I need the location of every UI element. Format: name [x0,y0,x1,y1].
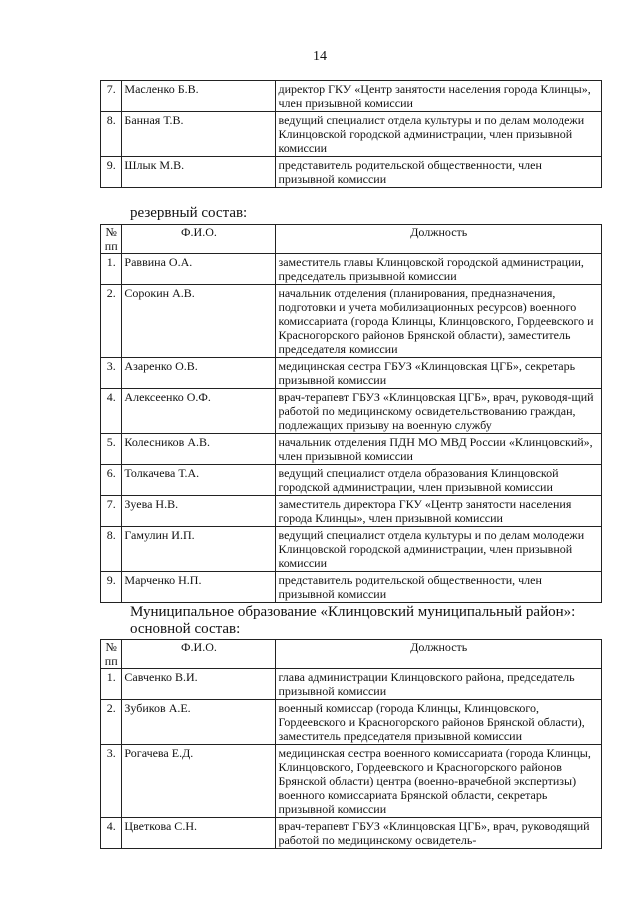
table-row [101,818,602,849]
person-position: врач-терапевт ГБУЗ «Клинцовская ЦГБ», врач, руководящий работой по медицинскому освидетель- [276,818,602,849]
table-top [100,80,602,188]
person-name: Савченко В.И. [122,669,276,700]
person-name: Зуева Н.В. [122,496,276,527]
table-reserve [100,224,602,603]
person-name: Азаренко О.В. [122,358,276,389]
column-header-position: Должность [276,640,602,669]
person-position: директор ГКУ «Центр занятости населения города Клинцы», член призывной комиссии [276,81,602,112]
column-header-number: № пп [101,225,122,254]
person-position: начальник отделения (планирования, предназначения, подготовки и учета мобилизационных ресурсов) военного комиссариата (города Клинцы, Клинцовского, Гордеевского и Красногорского районов Брянской области), заместитель председателя комиссии [276,285,602,358]
person-position: военный комиссар (города Клинцы, Клинцовского, Гордеевского и Красногорского районов Брянской области), заместитель председателя призывной комиссии [276,700,602,745]
table-row [101,254,602,285]
person-position: представитель родительской общественности, член призывной комиссии [276,572,602,603]
person-position: заместитель директора ГКУ «Центр занятости населения города Клинцы», член призывной комиссии [276,496,602,527]
table-row [101,157,602,188]
person-name: Раввина О.А. [122,254,276,285]
person-name: Рогачева Е.Д. [122,745,276,818]
person-position: ведущий специалист отдела культуры и по делам молодежи Клинцовской городской администрации, член призывной комиссии [276,527,602,572]
table-row [101,496,602,527]
row-number: 8. [101,112,122,157]
person-position: медицинская сестра военного комиссариата (города Клинцы, Клинцовского, Гордеевского и Красногорского районов Брянской области) центра (военно-врачебной экспертизы) военного комиссариата Брянской области, секретарь призывной комиссии [276,745,602,818]
person-name: Банная Т.В. [122,112,276,157]
row-number: 9. [101,572,122,603]
person-name: Гамулин И.П. [122,527,276,572]
row-number: 7. [101,81,122,112]
person-name: Зубиков А.Е. [122,700,276,745]
row-number: 7. [101,496,122,527]
table-row [101,389,602,434]
column-header-name: Ф.И.О. [122,225,276,254]
page-number: 14 [313,49,327,64]
column-header-position: Должность [276,225,602,254]
row-number: 6. [101,465,122,496]
row-number: 4. [101,818,122,849]
person-name: Марченко Н.П. [122,572,276,603]
table-main [100,639,602,849]
person-position: представитель родительской общественности, член призывной комиссии [276,157,602,188]
person-position: ведущий специалист отдела образования Клинцовской городской администрации, член призывной комиссии [276,465,602,496]
table-row [101,669,602,700]
person-position: глава администрации Клинцовского района, председатель призывной комиссии [276,669,602,700]
column-header-name: Ф.И.О. [122,640,276,669]
table-row [101,465,602,496]
table-row [101,745,602,818]
person-name: Сорокин А.В. [122,285,276,358]
table-row [101,572,602,603]
person-name: Шлык М.В. [122,157,276,188]
person-position: ведущий специалист отдела культуры и по делам молодежи Клинцовской городской администрации, член призывной комиссии [276,112,602,157]
person-position: начальник отделения ПДН МО МВД России «Клинцовский», член призывной комиссии [276,434,602,465]
table-header-row [101,225,602,254]
table-row [101,358,602,389]
row-number: 1. [101,669,122,700]
table-header-row [101,640,602,669]
person-position: врач-терапевт ГБУЗ «Клинцовская ЦГБ», врач, руководя-щий работой по медицинскому освидетельствованию граждан, подлежащих призыву на военную службу [276,389,602,434]
person-position: заместитель главы Клинцовской городской администрации, председатель призывной комиссии [276,254,602,285]
row-number: 4. [101,389,122,434]
row-number: 9. [101,157,122,188]
person-name: Колесников А.В. [122,434,276,465]
column-header-number: № пп [101,640,122,669]
municipal-heading: Муниципальное образование «Клинцовский муниципальный район»: [130,604,576,620]
table-row [101,81,602,112]
person-position: медицинская сестра ГБУЗ «Клинцовская ЦГБ», секретарь призывной комиссии [276,358,602,389]
main-heading: основной состав: [130,621,241,637]
row-number: 8. [101,527,122,572]
table-row [101,434,602,465]
table-row [101,700,602,745]
row-number: 2. [101,285,122,358]
row-number: 2. [101,700,122,745]
person-name: Цветкова С.Н. [122,818,276,849]
person-name: Масленко Б.В. [122,81,276,112]
table-row [101,285,602,358]
person-name: Толкачева Т.А. [122,465,276,496]
person-name: Алексеенко О.Ф. [122,389,276,434]
row-number: 1. [101,254,122,285]
row-number: 3. [101,745,122,818]
table-row [101,112,602,157]
reserve-heading: резервный состав: [130,205,248,221]
row-number: 3. [101,358,122,389]
table-row [101,527,602,572]
row-number: 5. [101,434,122,465]
